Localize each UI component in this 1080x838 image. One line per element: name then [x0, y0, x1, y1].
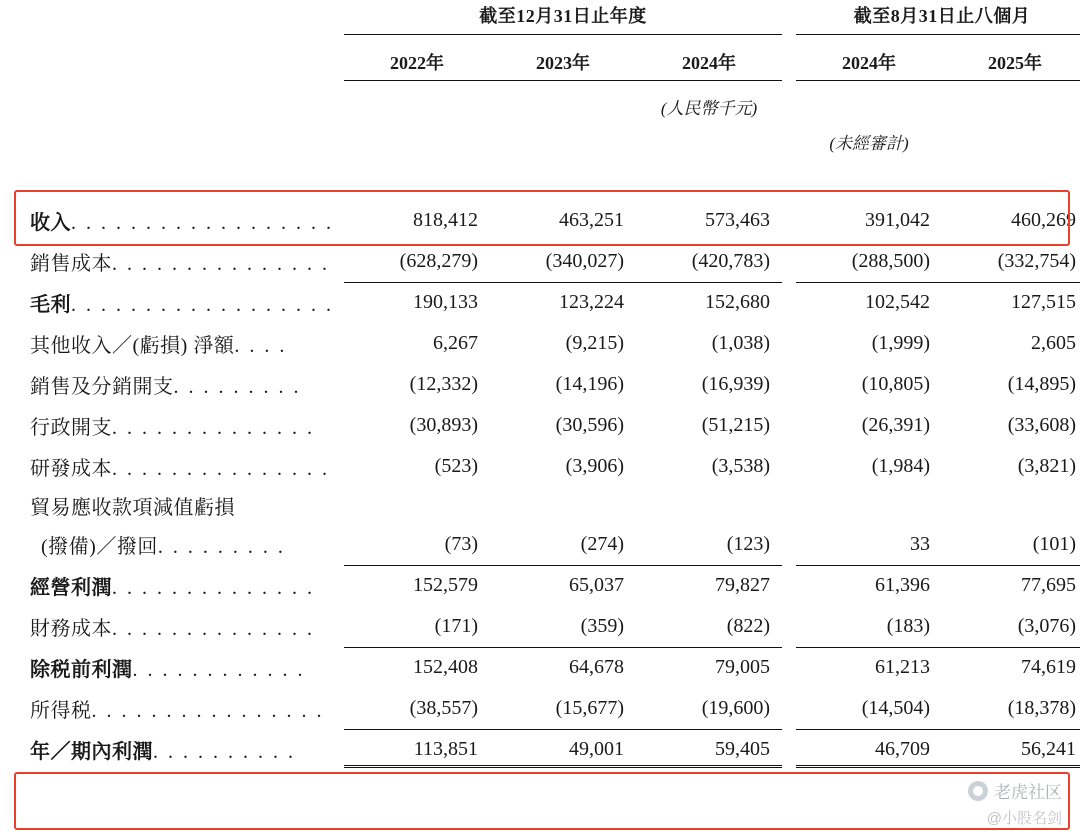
header-blank-2023: [490, 86, 636, 119]
cell-provision-2024: (123): [726, 532, 771, 555]
table-body: [0, 200, 1080, 766]
cell-tax-2024i: (14,504): [861, 696, 931, 719]
header-blank-b1: [344, 119, 490, 154]
cell-cost-2024: (420,783): [691, 249, 771, 272]
row-label-rd-costs: 研發成本. . . . . . . . . . . . . . .: [30, 458, 330, 480]
row-label-profit-before-tax: 除税前利潤. . . . . . . . . . . .: [30, 659, 305, 681]
row-label-operating-profit: 經營利潤. . . . . . . . . . . . . .: [30, 577, 315, 599]
row-label-revenue: 收入. . . . . . . . . . . . . . . . . .: [30, 212, 334, 234]
header-currency-row: [0, 86, 1080, 119]
cell-finance-2024: (822): [726, 614, 771, 637]
header-blank-b4: [942, 119, 1080, 154]
cell-pbt-2024i: 61,213: [796, 647, 942, 688]
cell-other-2024: (1,038): [711, 332, 771, 354]
cell-admin-2022: (30,893): [409, 414, 478, 436]
audit-note: (未經審計): [829, 134, 909, 153]
cell-provision-2022: (73): [444, 532, 478, 555]
table-header: [0, 0, 1080, 200]
cell-revenue-2024: 573,463: [705, 209, 771, 231]
cell-cost-2022: (628,279): [399, 249, 478, 272]
cell-revenue-2024i: 391,042: [865, 209, 931, 231]
cell-finance-2024i: (183): [886, 614, 931, 637]
watermark-user: @小股名剑: [986, 810, 1062, 827]
cell-cost-2025i: (332,754): [997, 249, 1077, 272]
cell-tax-2023: (15,677): [555, 696, 624, 719]
cell-admin-2024i: (26,391): [861, 414, 931, 436]
row-label-admin-expenses: 行政開支. . . . . . . . . . . . . .: [30, 417, 315, 439]
table-row: [0, 446, 1080, 487]
tiger-logo-icon: [968, 781, 988, 801]
cell-profit-2024: 59,405: [636, 729, 782, 766]
table-row: [0, 729, 1080, 766]
cell-gross-2024i: 102,542: [796, 282, 942, 323]
header-year-2022: 2022年: [344, 41, 490, 86]
header-blank-2022: [344, 86, 490, 119]
cell-selling-2025i: (14,895): [1007, 373, 1077, 395]
cell-finance-2025i: (3,076): [1017, 614, 1077, 637]
row-label-provision-reversal: (撥備)／撥回. . . . . . . . .: [41, 536, 286, 558]
cell-pbt-2022: 152,408: [344, 647, 490, 688]
row-label-finance-costs: 財務成本. . . . . . . . . . . . . .: [30, 618, 315, 640]
cell-cost-2023: (340,027): [545, 249, 624, 272]
cell-profit-2024i: 46,709: [796, 729, 942, 766]
cell-admin-2024: (51,215): [701, 414, 771, 436]
header-gap-2: [782, 41, 796, 86]
cell-gross-2023: 123,224: [490, 282, 636, 323]
row-label-selling-expenses: 銷售及分銷開支. . . . . . . . .: [30, 376, 301, 398]
cell-other-2024i: (1,999): [871, 332, 931, 354]
cell-provision-2025i: (101): [1032, 532, 1077, 555]
cell-finance-2023: (359): [580, 614, 624, 637]
header-year-2023: 2023年: [490, 41, 636, 86]
cell-profit-2023: 49,001: [490, 729, 636, 766]
table-row: [0, 200, 1080, 241]
cell-pbt-2024: 79,005: [636, 647, 782, 688]
cell-rd-2022: (523): [434, 455, 478, 477]
header-year-2025-interim: 2025年: [942, 41, 1080, 86]
header-empty-cell-4: [0, 119, 344, 154]
header-blank-b3: [636, 119, 782, 154]
cell-other-2023: (9,215): [565, 332, 624, 354]
header-gap-4: [782, 119, 796, 154]
cell-pbt-2025i: 74,619: [942, 647, 1080, 688]
cell-operating-2024: 79,827: [636, 565, 782, 606]
watermark-brand-text: 老虎社区: [994, 783, 1062, 802]
header-empty-cell: [0, 0, 344, 41]
watermark-brand: [968, 778, 1062, 803]
header-year-row: [0, 41, 1080, 86]
cell-operating-2025i: 77,695: [942, 565, 1080, 606]
cell-other-2025i: 2,605: [1031, 332, 1077, 354]
cell-tax-2025i: (18,378): [1007, 696, 1077, 719]
header-year-2024-annual: 2024年: [636, 41, 782, 86]
row-label-income-tax: 所得税. . . . . . . . . . . . . . . .: [30, 700, 324, 722]
header-year-2024-interim: 2024年: [796, 41, 942, 86]
header-group-interim: 截至8月31日止八個月: [796, 0, 1080, 41]
cell-admin-2023: (30,596): [555, 414, 624, 436]
header-blank-2024i: [796, 86, 942, 119]
cell-finance-2022: (171): [434, 614, 478, 637]
header-gap: [782, 0, 796, 41]
header-group-annual: 截至12月31日止年度: [344, 0, 782, 41]
cell-selling-2023: (14,196): [555, 373, 624, 395]
table-row: [0, 647, 1080, 688]
cell-provision-2023: (274): [580, 532, 624, 555]
header-spacer-row: [0, 154, 1080, 200]
cell-tax-2022: (38,557): [409, 696, 478, 719]
cell-profit-2022: 113,851: [344, 729, 490, 766]
table-row: [0, 241, 1080, 282]
table-row: [0, 524, 1080, 565]
cell-revenue-2022: 818,412: [413, 209, 478, 231]
header-empty-cell-2: [0, 41, 344, 86]
cell-operating-2024i: 61,396: [796, 565, 942, 606]
cell-pbt-2023: 64,678: [490, 647, 636, 688]
header-group-row: [0, 0, 1080, 41]
profit-highlight: [14, 772, 1070, 830]
cell-gross-2024: 152,680: [636, 282, 782, 323]
header-audit-row: [0, 119, 1080, 154]
table-row: [0, 487, 1080, 524]
row-label-gross-profit: 毛利. . . . . . . . . . . . . . . . . .: [30, 294, 334, 316]
cell-selling-2024: (16,939): [701, 373, 771, 395]
cell-revenue-2023: 463,251: [559, 209, 624, 231]
cell-rd-2023: (3,906): [565, 455, 624, 477]
header-blank-2025i: [942, 86, 1080, 119]
table-row: [0, 688, 1080, 729]
cell-operating-2022: 152,579: [344, 565, 490, 606]
cell-rd-2024: (3,538): [711, 455, 771, 477]
cell-tax-2024: (19,600): [701, 696, 771, 719]
table-row: [0, 364, 1080, 405]
cell-rd-2025i: (3,821): [1017, 455, 1077, 477]
header-blank-b2: [490, 119, 636, 154]
cell-selling-2022: (12,332): [409, 373, 478, 395]
cell-profit-2025i: 56,241: [942, 729, 1080, 766]
table-row: [0, 282, 1080, 323]
cell-operating-2023: 65,037: [490, 565, 636, 606]
row-label-profit-for-period: 年／期內利潤. . . . . . . . . .: [30, 741, 296, 763]
cell-gross-2025i: 127,515: [942, 282, 1080, 323]
cell-other-2022: 6,267: [433, 332, 478, 354]
table-row: [0, 606, 1080, 647]
table-row: [0, 565, 1080, 606]
currency-note: (人民幣千元): [660, 99, 758, 118]
cell-revenue-2025i: 460,269: [1011, 209, 1077, 231]
table-row: [0, 323, 1080, 364]
header-empty-cell-3: [0, 86, 344, 119]
cell-admin-2025i: (33,608): [1007, 414, 1077, 436]
row-label-trade-receivable-impairment: 貿易應收款項減值虧損: [30, 497, 235, 519]
header-gap-3: [782, 86, 796, 119]
table-row: [0, 405, 1080, 446]
cell-rd-2024i: (1,984): [871, 455, 931, 477]
cell-provision-2024i: 33: [910, 532, 931, 555]
watermark: [968, 778, 1062, 828]
row-label-other-income: 其他收入／(虧損) 淨額. . . .: [30, 335, 287, 357]
row-label-cost-of-sales: 銷售成本. . . . . . . . . . . . . . .: [30, 253, 330, 275]
cell-gross-2022: 190,133: [344, 282, 490, 323]
cell-selling-2024i: (10,805): [861, 373, 931, 395]
cell-cost-2024i: (288,500): [851, 249, 931, 272]
